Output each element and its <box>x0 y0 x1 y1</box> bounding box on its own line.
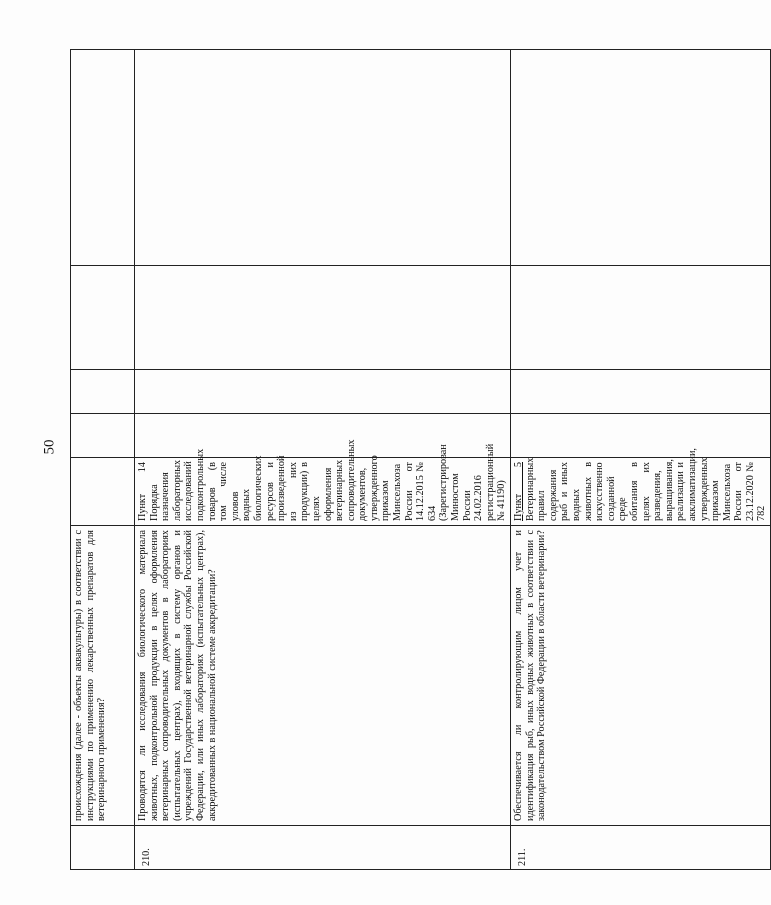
requirements-table <box>70 49 771 870</box>
question-cell: Обеспечивается ли контролирующим лицом учет и идентификация рыб, иных водных животных в соответствии с законодательством Российской Федерации в области ветеринарии? <box>511 526 771 826</box>
question-cell: происхождения (далее - объекты аквакультуры) в соответствии с инструкциями по применению лекарственных препаратов для ветеринарного применения? <box>71 526 135 826</box>
row-number <box>71 826 135 870</box>
reference-text: Ветеринарных правил содержания рыб и иных водных животных в искусственно созданной среде обитания в целях их разведения, выращивания, реализации и акклиматизации, утвержденных приказом Минсельхоза России от 23.12.2020 № 782 <box>524 448 768 521</box>
question-cell: Проводятся ли исследования биологического материала животных, подконтрольной продукции в целях оформления ветеринарных сопроводительных документов в лабораториях (испытательных центрах), входящих в систему органов и учреждений Государственной ветеринарной службы Российской Федерации, или иных лабораториях (испытательных центрах), аккредитованных в национальной системе аккредитации? <box>135 526 511 826</box>
page-number: 50 <box>41 439 58 455</box>
notes-cell <box>71 50 135 266</box>
table-row <box>71 50 135 870</box>
reference-cell <box>71 458 135 526</box>
reference-link[interactable]: Пункт 5 <box>513 462 524 521</box>
answer-yes-cell <box>71 414 135 458</box>
requirements-table-wrapper <box>70 90 768 870</box>
notes-cell <box>511 50 771 266</box>
reference-cell <box>511 448 771 526</box>
table-row <box>135 50 511 870</box>
table-row <box>511 50 771 870</box>
answer-na-cell <box>71 266 135 370</box>
answer-yes-cell <box>135 414 511 458</box>
row-number: 210. <box>135 826 511 870</box>
answer-na-cell <box>511 266 771 370</box>
answer-no-cell <box>511 370 771 414</box>
answer-na-cell <box>135 266 511 370</box>
notes-cell <box>135 50 511 266</box>
reference-cell: Пункт 14 Порядка назначения лабораторных исследований подконтрольных товаров (в том числе уловов водных биологических ресурсов и произведенной из них продукции) в целях оформления ветеринарных сопроводительных документов, утвержденного приказом Минсельхоза России от 14.12.2015 № 634 (Зарегистрирован Минюстом России 24.02.2016 регистрационный № 41190) <box>135 458 511 526</box>
answer-no-cell <box>71 370 135 414</box>
answer-yes-cell <box>511 414 771 458</box>
answer-no-cell <box>135 370 511 414</box>
row-number: 211. <box>511 826 771 870</box>
